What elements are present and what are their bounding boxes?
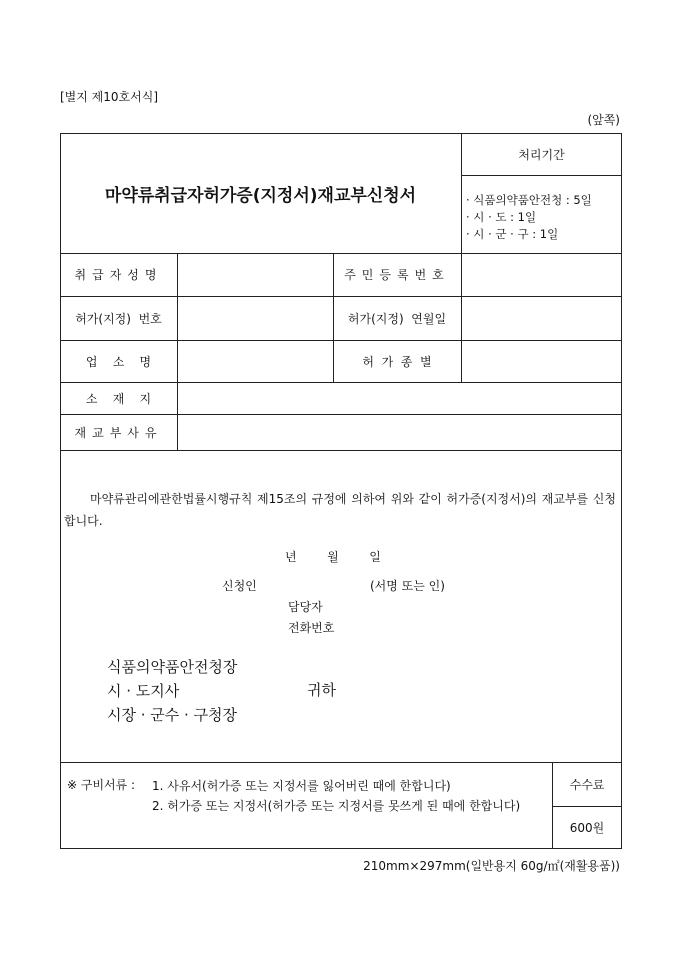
paper-spec: 210mm×297mm(일반용지 60g/㎡(재활용품)): [363, 859, 620, 873]
handler-name-field[interactable]: [178, 254, 333, 296]
statement: 마약류관리에관한법률시행규칙 제15조의 규정에 의하여 위와 같이 허가증(지정서)의 재교부를 신청합니다.: [64, 492, 616, 528]
required-doc-2: 2. 허가증 또는 지정서(허가증 또는 지정서를 못쓰게 된 때에 한합니다): [152, 799, 521, 813]
processing-label: 처리기간: [518, 147, 565, 162]
form-number: [별지 제10호서식]: [60, 90, 158, 104]
label-resident-number: 주민등록번호: [344, 268, 450, 282]
label-license-type: 허 가 종 별: [362, 354, 432, 369]
required-doc-1: 1. 사유서(허가증 또는 지정서를 잃어버린 때에 한합니다): [152, 779, 451, 793]
location-field[interactable]: [178, 383, 621, 414]
manager-label: 담당자: [288, 600, 323, 614]
license-number-field[interactable]: [178, 297, 333, 340]
processing-periods: [466, 192, 592, 243]
fee-label: 수수료: [569, 777, 605, 792]
recipient-governor: 시 · 도지사: [107, 682, 180, 700]
label-handler-name: 취급자성명: [74, 268, 163, 282]
required-docs-label: ※ 구비서류 :: [67, 778, 136, 792]
label-license-number: 허가(지정) 번호: [75, 311, 162, 326]
signature-label: (서명 또는 인): [370, 579, 445, 593]
label-license-date: 허가(지정) 연월일: [347, 311, 447, 326]
period-kfda: · 식품의약품안전청 : 5일: [466, 193, 592, 207]
license-type-field[interactable]: [462, 341, 621, 382]
form-title: 마약류취급자허가증(지정서)재교부신청서: [104, 185, 417, 206]
label-reason: 재교부사유: [74, 425, 163, 440]
label-business-name: 업 소 명: [85, 354, 152, 369]
label-location: 소 재 지: [85, 391, 152, 406]
period-province: · 시 · 도 : 1일: [466, 210, 537, 224]
resident-number-field[interactable]: [462, 254, 621, 296]
recipient-mayor: 시장 · 군수 · 구청장: [107, 706, 238, 724]
business-name-field[interactable]: [178, 341, 333, 382]
honorific: 귀하: [307, 681, 336, 699]
date-line: 년 월 일: [285, 550, 381, 564]
side-label: (앞쪽): [587, 113, 620, 127]
recipient-kfda: 식품의약품안전청장: [107, 658, 238, 676]
reason-field[interactable]: [178, 415, 621, 450]
required-docs: [152, 776, 548, 816]
recipients: [107, 655, 237, 727]
period-city: · 시 · 군 · 구 : 1일: [466, 227, 559, 241]
phone-label: 전화번호: [288, 621, 335, 635]
applicant-label: 신청인: [222, 579, 257, 593]
license-date-field[interactable]: [462, 297, 621, 340]
fee-value: 600원: [569, 821, 605, 835]
